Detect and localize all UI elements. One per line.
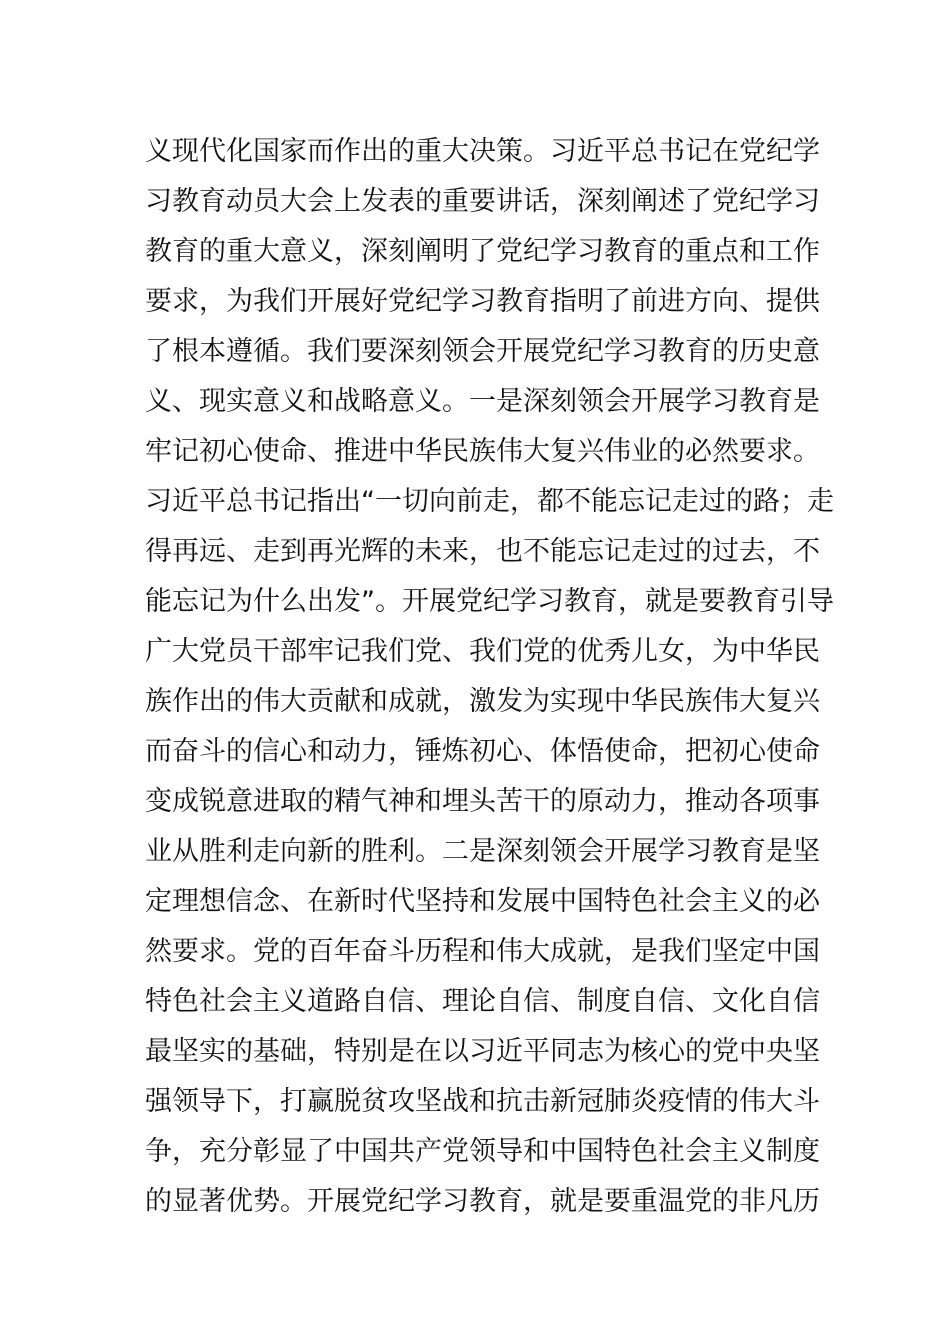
text-line: 教育的重大意义，深刻阐明了党纪学习教育的重点和工作 bbox=[145, 236, 820, 267]
text-line: 广大党员干部牢记我们党、我们党的优秀儿女，为中华民 bbox=[145, 636, 820, 667]
text-line: 业从胜利走向新的胜利。二是深刻领会开展学习教育是坚 bbox=[145, 836, 820, 867]
text-line: 的显著优势。开展党纪学习教育，就是要重温党的非凡历 bbox=[145, 1186, 820, 1217]
text-line: 要求，为我们开展好党纪学习教育指明了前进方向、提供 bbox=[145, 286, 820, 317]
text-line: 最坚实的基础，特别是在以习近平同志为核心的党中央坚 bbox=[145, 1036, 820, 1067]
text-line: 能忘记为什么出发”。开展党纪学习教育，就是要教育引导 bbox=[145, 586, 834, 617]
text-line: 争，充分彰显了中国共产党领导和中国特色社会主义制度 bbox=[145, 1136, 820, 1167]
text-line: 而奋斗的信心和动力，锤炼初心、体悟使命，把初心使命 bbox=[145, 736, 820, 767]
text-line: 牢记初心使命、推进中华民族伟大复兴伟业的必然要求。 bbox=[145, 436, 820, 467]
text-line: 变成锐意进取的精气神和埋头苦干的原动力，推动各项事 bbox=[145, 786, 820, 817]
body-text bbox=[145, 127, 834, 1227]
text-line: 强领导下，打赢脱贫攻坚战和抗击新冠肺炎疫情的伟大斗 bbox=[145, 1086, 820, 1117]
text-line: 定理想信念、在新时代坚持和发展中国特色社会主义的必 bbox=[145, 886, 820, 917]
text-line: 义、现实意义和战略意义。一是深刻领会开展学习教育是 bbox=[145, 386, 820, 417]
text-line: 习近平总书记指出“一切向前走，都不能忘记走过的路；走 bbox=[145, 486, 834, 517]
text-line: 习教育动员大会上发表的重要讲话，深刻阐述了党纪学习 bbox=[145, 186, 820, 217]
text-line: 然要求。党的百年奋斗历程和伟大成就，是我们坚定中国 bbox=[145, 936, 820, 967]
text-line: 得再远、走到再光辉的未来，也不能忘记走过的过去，不 bbox=[145, 536, 820, 567]
text-line: 族作出的伟大贡献和成就，激发为实现中华民族伟大复兴 bbox=[145, 686, 820, 717]
text-line: 特色社会主义道路自信、理论自信、制度自信、文化自信 bbox=[145, 986, 820, 1017]
text-line: 了根本遵循。我们要深刻领会开展党纪学习教育的历史意 bbox=[145, 336, 820, 367]
text-line: 义现代化国家而作出的重大决策。习近平总书记在党纪学 bbox=[145, 136, 820, 167]
